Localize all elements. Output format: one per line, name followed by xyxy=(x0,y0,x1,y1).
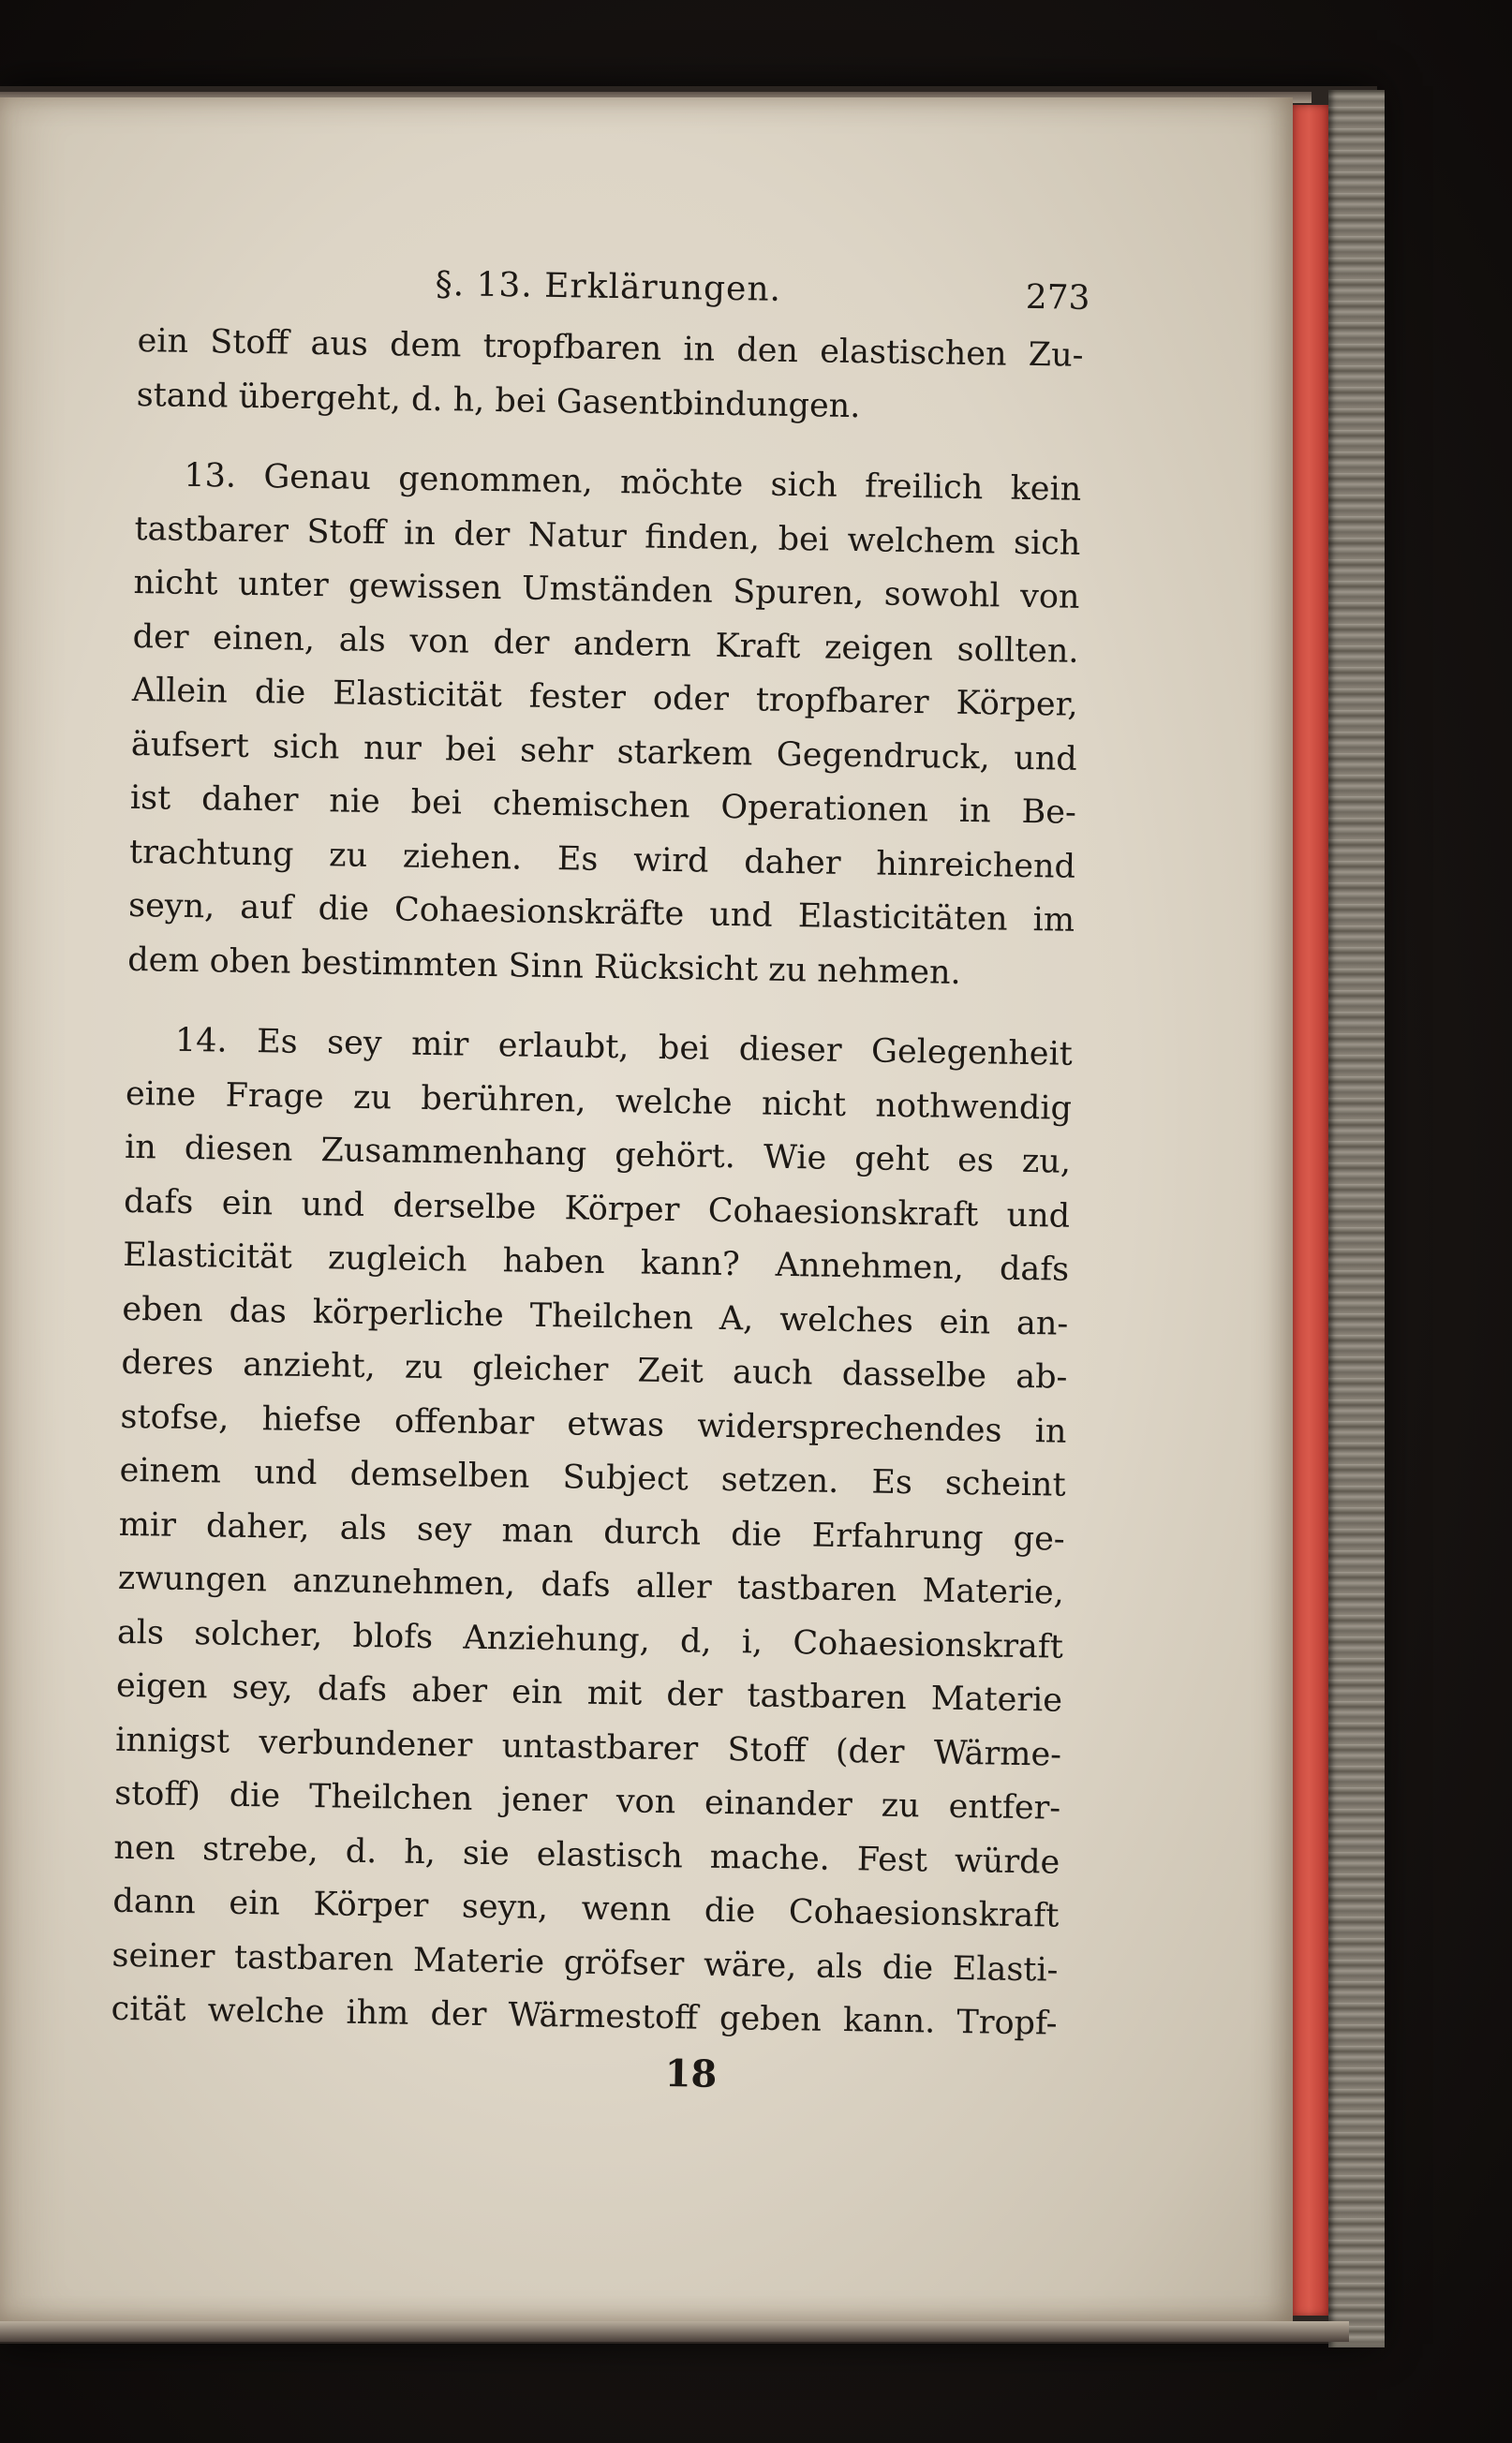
text-line: in diesen Zusammenhang gehört. Wie geht es zu, xyxy=(124,1128,1072,1181)
text-line: eine Frage zu berühren, welche nicht nothwendig xyxy=(125,1074,1073,1128)
text-line: dafs ein und derselbe Körper Cohaesionskraft und xyxy=(123,1182,1071,1236)
signature-mark-text: 18 xyxy=(664,2051,718,2096)
text-line: äufsert sich nur bei sehr starkem Gegendruck, und xyxy=(130,725,1078,778)
text-line: eigen sey, dafs aber ein mit der tastbaren Materie xyxy=(115,1666,1063,1720)
marbled-cover-edge xyxy=(1328,90,1385,2347)
text-line: nicht unter gewissen Umständen Spuren, sowohl von xyxy=(133,563,1080,616)
paragraph-1 xyxy=(136,315,1084,437)
text-line: ist daher nie bei chemischen Operationen in Be- xyxy=(129,778,1077,832)
text-line: stand übergeht, d. h, bei Gasentbindungen. xyxy=(136,376,861,425)
text-line: cität welche ihm der Wärmestoff geben kann. Tropf- xyxy=(111,1990,1058,2043)
text-line: 14. Es sey mir erlaubt, bei dieser Gelegenheit xyxy=(174,1021,1074,1073)
text-line: Allein die Elasticität fester oder tropfbarer Körper, xyxy=(131,671,1078,724)
text-line: seyn, auf die Cohaesionskräfte und Elasticitäten im xyxy=(127,886,1075,940)
text-line: als solcher, blofs Anziehung, d, i, Cohaesionskraft xyxy=(116,1613,1064,1666)
text-line: nen strebe, d. h, sie elastisch mache. Fest würde xyxy=(113,1829,1060,1882)
text-line: innigst verbundener untastbarer Stoff (der Wärme- xyxy=(114,1721,1062,1774)
running-header-section: §. 13. Erklärungen. xyxy=(435,264,782,309)
paragraph-2 xyxy=(127,449,1082,1002)
text-line: trachtung zu ziehen. Es wird daher hinreichend xyxy=(128,833,1076,886)
text-line: tastbarer Stoff in der Natur finden, bei welchem sich xyxy=(134,510,1081,563)
text-line: der einen, als von der andern Kraft zeigen sollten. xyxy=(132,617,1079,671)
text-line: einem und demselben Subject setzen. Es scheint xyxy=(119,1451,1066,1504)
text-line: stoff) die Theilchen jener von einander zu entfer- xyxy=(113,1774,1061,1828)
text-line: eben das körperliche Theilchen A, welches ein an- xyxy=(122,1290,1069,1343)
text-line: 13. Genau genommen, möchte sich freilich kein xyxy=(184,456,1082,509)
text-line: ein Stoff aus dem tropfbaren in den elastischen Zu- xyxy=(137,321,1084,375)
text-line: seiner tastbaren Materie gröfser wäre, als die Elasti- xyxy=(111,1936,1059,1990)
red-page-edge xyxy=(1293,105,1328,2316)
page-number: 273 xyxy=(1025,277,1090,318)
text-line: dem oben bestimmten Sinn Rücksicht zu nehmen. xyxy=(126,940,961,992)
text-line: deres anzieht, zu gleicher Zeit auch dasselbe ab- xyxy=(121,1343,1068,1397)
text-line: stofse, hiefse offenbar etwas widersprechendes in xyxy=(120,1398,1067,1451)
text-line: mir daher, als sey man durch die Erfahrung ge- xyxy=(118,1505,1065,1559)
page-text-block xyxy=(110,260,1090,2113)
text-line: zwungen anzunehmen, dafs aller tastbaren Materie, xyxy=(117,1559,1065,1612)
text-line: dann ein Körper seyn, wenn die Cohaesionskraft xyxy=(112,1882,1060,1935)
paragraph-3 xyxy=(111,1014,1073,2051)
page-bottom-edge xyxy=(0,2321,1349,2342)
text-line: Elasticität zugleich haben kann? Annehmen, dafs xyxy=(123,1236,1070,1289)
